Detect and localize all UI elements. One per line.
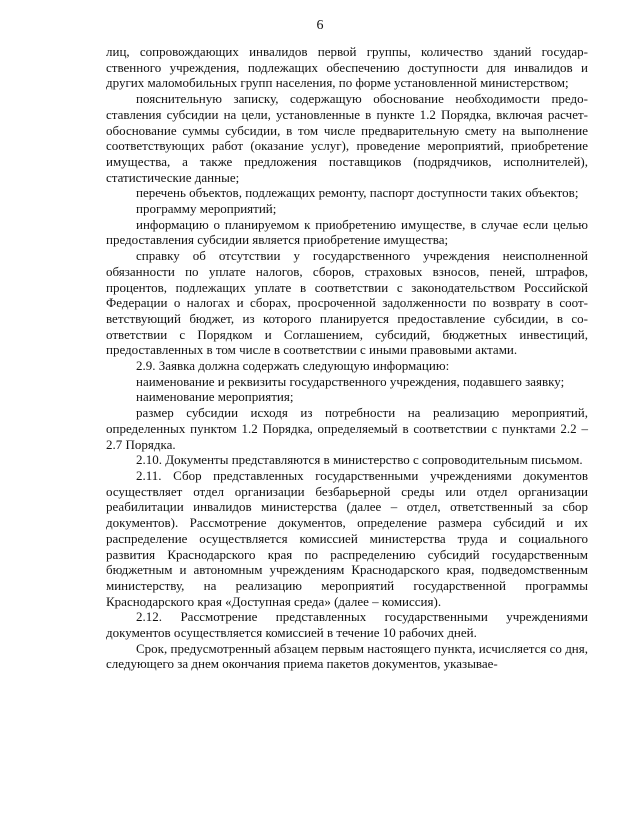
paragraph-subsidy-size: размер субсидии исходя из потребности на реализацию мероприятий, определенных пунктом 1.2 Порядка, определяемый в соответствии с пунктами 2.2 – 2.7 Порядка. bbox=[106, 405, 588, 452]
paragraph-deadline: Срок, предусмотренный абзацем первым настоящего пункта, исчисляется со дня, следующего за днем окончания приема пакетов документов, указывае- bbox=[106, 640, 588, 672]
page-number: 6 bbox=[316, 18, 324, 33]
paragraph-certificate: справку об отсутствии у государственного учреждения неисполненной обязанности по уплате налогов, сборов, страховых взносов, пеней, штрафов, процентов, подлежащих уплате в соответствии с законодательством Российской Федерации о налогах и сборах, просроченной задолженности по возврату в соответствующий бюджет, из которого планируется предоставление субсидии, в соответствии с Порядком и Соглашением, субсидий, бюджетных инвестиций, предоставленных в том числе в соответствии с иными правовыми актами. bbox=[106, 248, 588, 358]
paragraph-explanatory-note: пояснительную записку, содержащую обоснование необходимости предоставления субсидии на цели, установленные в пункте 1.2 Порядка, включая расчет-обоснование суммы субсидии, в том числе предварительную смету на выполнение соответствующих работ (оказание услуг), проведение мероприятий, приобретение имущества, а также предложения поставщиков (подрядчиков, исполнителей), статистические данные; bbox=[106, 91, 588, 185]
paragraph-objects-list: перечень объектов, подлежащих ремонту, паспорт доступности таких объектов; bbox=[136, 185, 579, 201]
paragraph-event-name: наименование мероприятия; bbox=[136, 389, 294, 405]
paragraph-2-12: 2.12. Рассмотрение представленных государственными учреждениями документов осуществляется комиссией в течение 10 рабочих дней. bbox=[106, 609, 588, 641]
paragraph-program: программу мероприятий; bbox=[136, 201, 277, 217]
paragraph-persons-accompanying: лиц, сопровождающих инвалидов первой группы, количество зданий государственного учреждения, подлежащих обеспечению доступности для инвалидов и других маломобильных групп населения, по форме установленной министерством; bbox=[106, 44, 588, 91]
paragraph-property-info: информацию о планируемом к приобретению имуществе, в случае если целью предоставления субсидии является приобретение имущества; bbox=[106, 216, 588, 248]
paragraph-institution-name: наименование и реквизиты государственного учреждения, подавшего заявку; bbox=[136, 373, 565, 389]
document-body bbox=[106, 44, 588, 672]
paragraph-2-11: 2.11. Сбор представленных государственными учреждениями документов осуществляет отдел организации безбарьерной среды или отдел организации реабилитации инвалидов министерства (далее – отдел, ответственный за сбор документов). Рассмотрение документов, определение размера субсидий и их распределение осуществляется комиссией министерства труда и социального развития Краснодарского края по распределению субсидий государственным бюджетным и автономным учреждениям Краснодарского края, подведомственным министерству, на реализацию мероприятий государственной программы Краснодарского края «Доступная среда» (далее – комиссия). bbox=[106, 467, 588, 609]
paragraph-2-10: 2.10. Документы представляются в министерство с сопроводительным письмом. bbox=[136, 452, 583, 468]
paragraph-2-9: 2.9. Заявка должна содержать следующую информацию: bbox=[136, 358, 450, 374]
